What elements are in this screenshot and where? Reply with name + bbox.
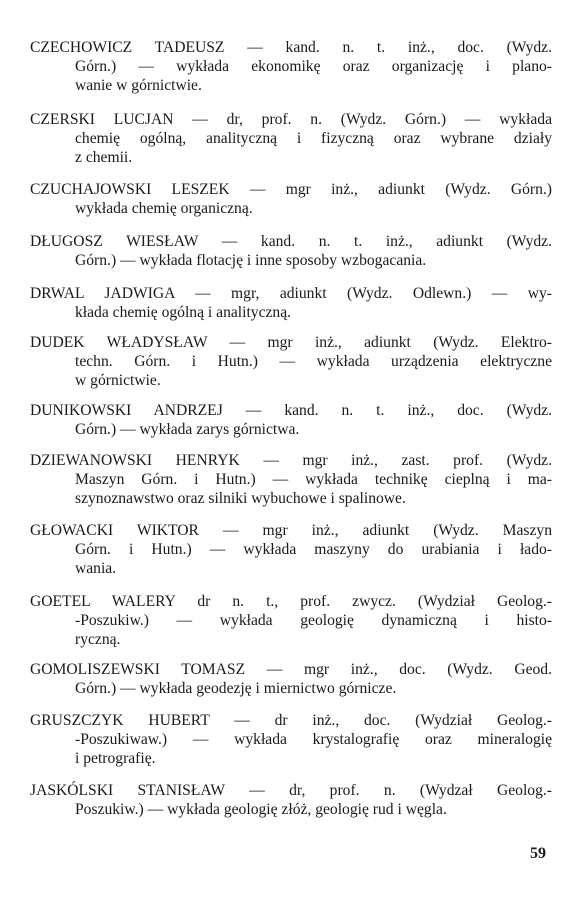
directory-entry xyxy=(30,232,552,270)
entry-heading-line: DRWAL JADWIGA — mgr, adiunkt (Wydz. Odlewn.) — wy- xyxy=(30,285,552,302)
entry-text-line: z chemii. xyxy=(75,149,133,167)
entry-heading-line: DUNIKOWSKI ANDRZEJ — kand. n. t. inż., doc. (Wydz. xyxy=(30,402,552,419)
entry-heading-line: GŁOWACKI WIKTOR — mgr inż., adiunkt (Wydz. Maszyn xyxy=(30,522,552,539)
entry-text-line: wanie w górnictwie. xyxy=(75,77,202,95)
entry-text-line: i petrografię. xyxy=(75,750,156,768)
entry-text-line: Górn.) — wykłada geodezję i miernictwo górnicze. xyxy=(75,680,397,698)
entry-text-line: wykłada chemię organiczną. xyxy=(75,200,253,218)
directory-entry xyxy=(30,110,552,168)
entry-text-line: -Poszukiw.) — wykłada geologię dynamiczną i histo- xyxy=(75,612,552,630)
entry-text-line: ryczną. xyxy=(75,631,121,649)
directory-entry xyxy=(30,284,552,322)
entry-heading-line: DUDEK WŁADYSŁAW — mgr inż., adiunkt (Wydz. Elektro- xyxy=(30,334,552,351)
directory-entry xyxy=(30,401,552,439)
directory-entry xyxy=(30,711,552,769)
entry-heading-line: CZECHOWICZ TADEUSZ — kand. n. t. inż., doc. (Wydz. xyxy=(30,39,552,56)
entry-text-line: chemię ogólną, analityczną i fizyczną oraz wybrane działy xyxy=(75,130,552,148)
page-number: 59 xyxy=(530,845,546,862)
directory-entry xyxy=(30,781,552,819)
entry-text-line: kłada chemię ogólną i analityczną. xyxy=(75,304,292,322)
entry-text-line: techn. Górn. i Hutn.) — wykłada urządzenia elektryczne xyxy=(75,353,552,371)
entry-heading-line: DŁUGOSZ WIESŁAW — kand. n. t. inż., adiunkt (Wydz. xyxy=(30,233,552,250)
entry-heading-line: JASKÓLSKI STANISŁAW — dr, prof. n. (Wydzał Geolog.- xyxy=(30,782,552,799)
entry-text-line: Poszukiw.) — wykłada geologię złóż, geologię rud i węgla. xyxy=(75,801,447,819)
entry-text-line: szynoznawstwo oraz silniki wybuchowe i spalinowe. xyxy=(75,490,406,508)
entry-heading-line: CZERSKI LUCJAN — dr, prof. n. (Wydz. Górn.) — wykłada xyxy=(30,111,552,128)
entry-text-line: Górn. i Hutn.) — wykłada maszyny do urabiania i łado- xyxy=(75,541,552,559)
entry-text-line: Górn.) — wykłada flotację i inne sposoby wzbogacania. xyxy=(75,252,427,270)
directory-entry xyxy=(30,38,552,96)
entry-text-line: Maszyn Górn. i Hutn.) — wykłada technikę cieplną i ma- xyxy=(75,471,552,489)
entry-heading-line: GOETEL WALERY dr n. t., prof. zwycz. (Wydział Geolog.- xyxy=(30,593,552,610)
directory-entry xyxy=(30,333,552,391)
entry-text-line: Górn.) — wykłada ekonomikę oraz organizację i plano- xyxy=(75,58,552,76)
entry-heading-line: DZIEWANOWSKI HENRYK — mgr inż., zast. prof. (Wydz. xyxy=(30,452,552,469)
entry-heading-line: CZUCHAJOWSKI LESZEK — mgr inż., adiunkt (Wydz. Górn.) xyxy=(30,181,552,198)
entry-text-line: wania. xyxy=(75,560,117,578)
directory-entry xyxy=(30,451,552,509)
directory-entry xyxy=(30,521,552,579)
directory-entry xyxy=(30,660,552,698)
directory-entry xyxy=(30,592,552,650)
entry-text-line: Górn.) — wykłada zarys górnictwa. xyxy=(75,421,300,439)
entry-heading-line: GOMOLISZEWSKI TOMASZ — mgr inż., doc. (Wydz. Geod. xyxy=(30,661,552,678)
directory-entry xyxy=(30,180,552,218)
entry-heading-line: GRUSZCZYK HUBERT — dr inż., doc. (Wydział Geolog.- xyxy=(30,712,552,729)
entry-text-line: -Poszukiwaw.) — wykłada krystalografię oraz mineralogię xyxy=(75,731,552,749)
entry-text-line: w górnictwie. xyxy=(75,372,161,390)
